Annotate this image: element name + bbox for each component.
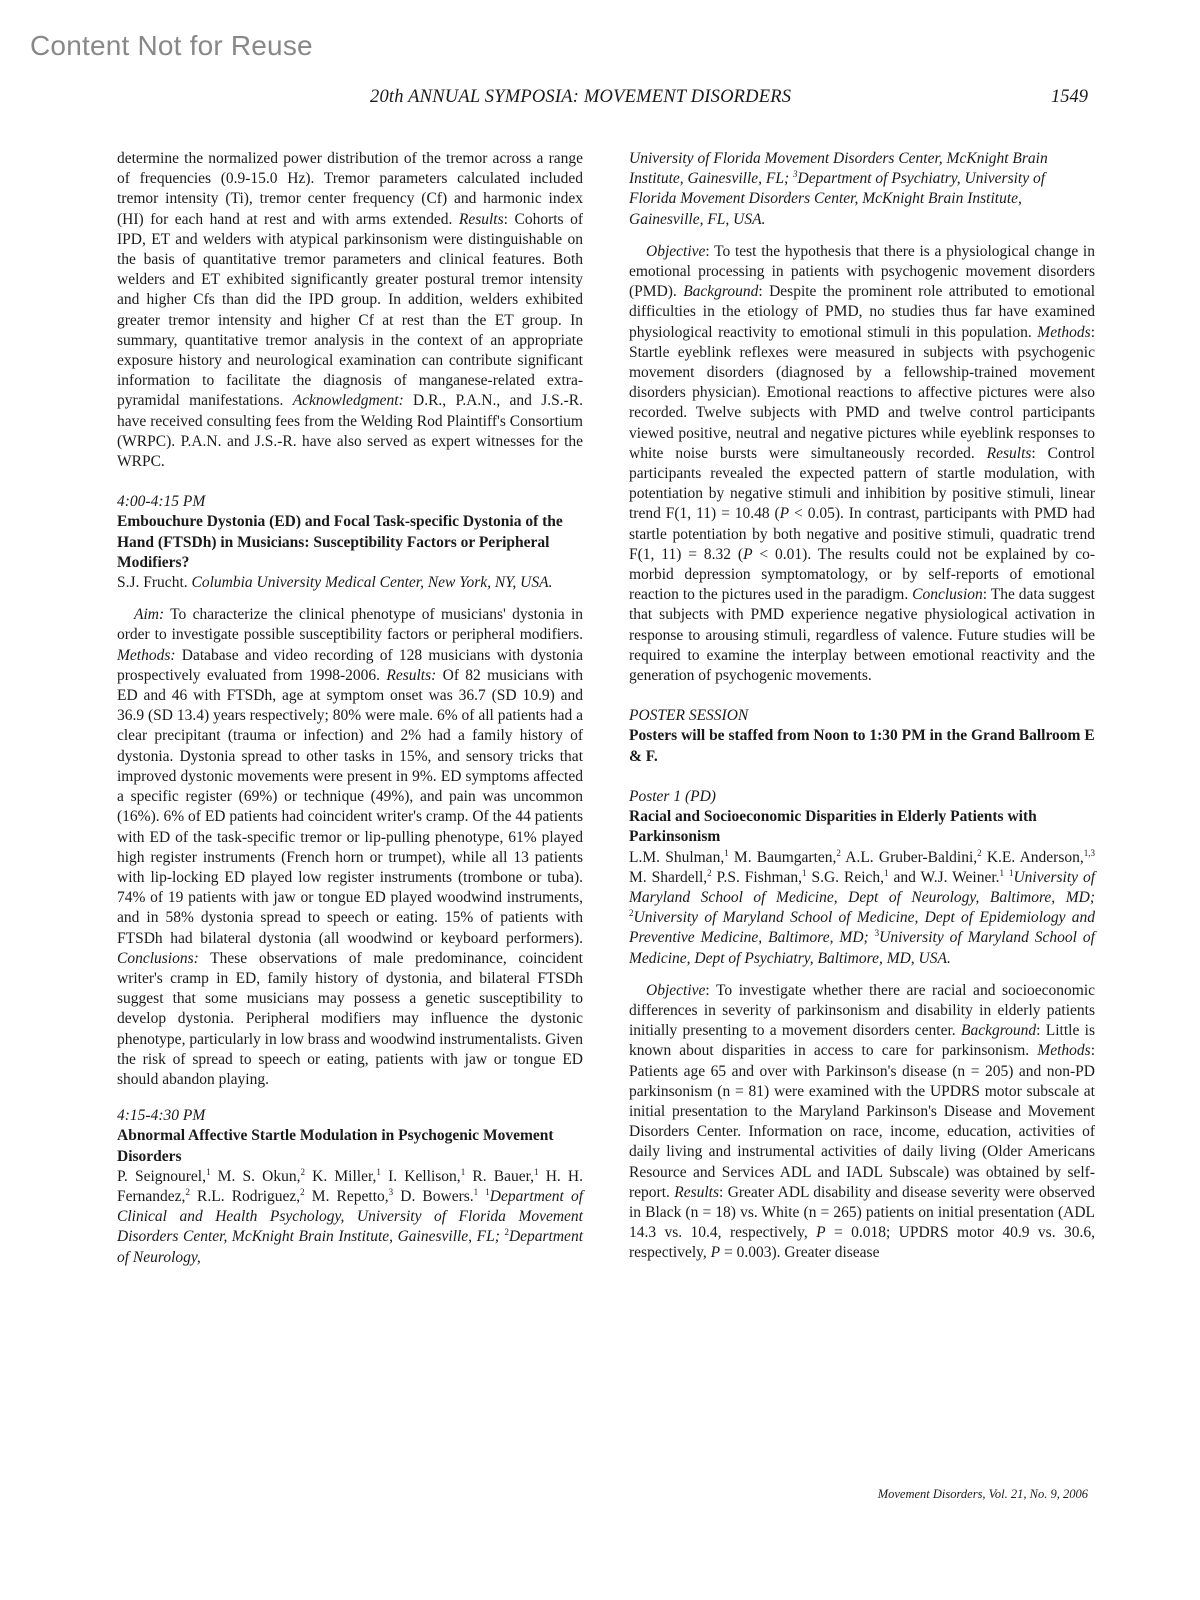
abstract-time: 4:00-4:15 PM [117,493,206,511]
poster-session-title: Posters will be staffed from Noon to 1:30 PM in the Grand Ballroom E & F. [629,727,1095,765]
abstract-body: Objective: To investigate whether there are racial and socioeconomic differences in severity of parkinsonism and disability in elderly patients initially presenting to a movement disorders center. Background: Little is known about disparities in access to care for parkinsonism. Methods: Patients age 65 and over with Parkinson's disease (n = 205) and non-PD parkinsonism (n = 81) were examined with the UPDRS motor subscale at initial presentation to the Maryland Parkinson's Disease and Movement Disorders Center. Information on race, income, education, activities of daily living and instrumental activities of daily living (Older Americans Resource and Services ADL and IADL Subscale) was obtained by self-report. Results: Greater ADL disability and disease severity were observed in Black (n = 18) vs. White (n = 265) patients on initial presentation (ADL 14.3 vs. 10.4, respectively, P = 0.018; UPDRS motor 40.9 vs. 30.6, respectively, P = 0.003). Greater disease [629,981,1095,1262]
journal-footer: Movement Disorders, Vol. 21, No. 9, 2006 [877,1487,1088,1501]
abstract-authors: S.J. Frucht. Columbia University Medical Center, New York, NY, USA. [117,574,553,592]
watermark: Content Not for Reuse [30,30,313,61]
abstract-title: Racial and Socioeconomic Disparities in Elderly Patients with Parkinsonism [629,808,1037,846]
abstract-time: 4:15-4:30 PM [117,1107,206,1125]
poster-session-label: POSTER SESSION [629,707,749,725]
right-column [629,149,1095,1264]
page-number: 1549 [1051,87,1088,107]
abstract-body: Aim: To characterize the clinical phenotype of musicians' dystonia in order to investigate possible susceptibility factors or peripheral modifiers. Methods: Database and video recording of 128 musicians with dystonia prospectively evaluated from 1998-2006. Results: Of 82 musicians with ED and 46 with FTSDh, age at symptom onset was 36.7 (SD 10.9) and 36.9 (SD 13.4) years respectively; 80% were male. 6% of all patients had a clear precipitant (trauma or infection) and 2% had a family history of dystonia. Dystonia spread to other tasks in 15%, and sensory tricks that improved dystonic movements were present in 9%. ED symptoms affected a specific register (69%) or technique (49%), and pain was uncommon (16%). 6% of ED patients had coincident writer's cramp. Of the 44 patients with ED of the task-specific tremor or lip-pulling phenotype, 61% played high register instruments (French horn or trumpet), while all 13 patients with lip-locking ED played low register instruments (trombone or tuba). 74% of 19 patients with jaw or tongue ED played woodwind instruments, and in 58% dystonia spread to speech or eating. 15% of patients with FTSDh had bilateral dystonia (all woodwind or keyboard performers). Conclusions: These observations of male predominance, coincident writer's cramp in ED, family history of dystonia, and bilateral FTSDh suggest that some musicians may possess a genetic susceptibility to develop dystonia. Peripheral modifiers may influence the dystonic phenotype, particularly in low brass and woodwind instrumentalists. Given the risk of spread to speech or eating, patients with jaw or tongue ED should abandon playing. [117,606,583,1088]
affiliation-continuation: University of Florida Movement Disorders Center, McKnight Brain Institute, Gainesville, FL; $^3$Department of Psychiatry, University of Florida Movement Disorders Center, McKnight Brain Institute, Gainesville, FL, USA. [629,150,1048,228]
abstract-authors: L.M. Shulman,$^1$ M. Baumgarten,$^2$ A.L. Gruber-Baldini,$^2$ K.E. Anderson,$^{1,3}$ M. Shardell,$^2$ P.S. Fishman,$^1$ S.G. Reich,$^1$ and W.J. Weiner.$^1$ $^1$University of Maryland School of Medicine, Dept of Neurology, Baltimore, MD; $^2$University of Maryland School of Medicine, Dept of Epidemiology and Preventive Medicine, Baltimore, MD; $^3$University of Maryland School of Medicine, Dept of Psychiatry, Baltimore, MD, USA. [629,847,1096,967]
abstract-title: Abnormal Affective Startle Modulation in Psychogenic Movement Disorders [117,1127,554,1165]
abstract-body: Objective: To test the hypothesis that there is a physiological change in emotional processing in patients with psychogenic movement disorders (PMD). Background: Despite the prominent role attributed to emotional difficulties in the etiology of PMD, no studies thus far have examined physiological reactivity to emotional stimuli in this population. Methods: Startle eyeblink reflexes were measured in subjects with psychogenic movement disorders (diagnosed by a fellowship-trained movement disorders physician). Emotional reactions to affective pictures were also recorded. Twelve subjects with PMD and twelve control participants viewed positive, neutral and negative pictures while eyeblink responses to white noise bursts were simultaneously recorded. Results: Control participants revealed the expected pattern of startle modulation, with potentiation by negative stimuli and inhibition by positive stimuli, linear trend F(1, 11) = 10.48 (P < 0.05). In contrast, participants with PMD had startle potentiation by both negative and positive stimuli, quadratic trend F(1, 11) = 8.32 (P < 0.01). The results could not be explained by co-morbid depression symptomatology, or by self-reports of emotional reaction to the pictures used in the paradigm. Conclusion: The data suggest that subjects with PMD experience negative physiological activation in response to arousing stimuli, regardless of valence. Future studies will be required to examine the interplay between emotional reactivity and the generation of psychogenic movements. [629,242,1096,685]
poster-label: Poster 1 (PD) [629,787,716,805]
left-column [117,149,583,1268]
running-head: 20th ANNUAL SYMPOSIA: MOVEMENT DISORDERS [370,87,792,107]
previous-abstract-continuation: determine the normalized power distribution of the tremor across a range of frequencies (0.9-15.0 Hz). Tremor parameters calculated included tremor intensity (Ti), tremor center frequency (Cf) and harmonic index (HI) for each hand at rest and with arms extended. Results: Cohorts of IPD, ET and welders with atypical parkinsonism were distinguishable on the basis of quantitative tremor parameters and clinical features. Both welders and ET exhibited significantly greater postural tremor intensity and higher Cfs than did the IPD group. In addition, welders exhibited greater tremor intensity and higher Cf at rest than the ET group. In summary, quantitative tremor analysis in the context of an appropriate exposure history and neurological examination can contribute significant information to facilitate the diagnosis of manganese-related extra-pyramidal manifestations. Acknowledgment: D.R., P.A.N., and J.S.-R. have received consulting fees from the Welding Rod Plaintiff's Consortium (WRPC). P.A.N. and J.S.-R. have also served as expert witnesses for the WRPC. [117,150,583,471]
abstract-title: Embouchure Dystonia (ED) and Focal Task-specific Dystonia of the Hand (FTSDh) in Musicians: Susceptibility Factors or Peripheral Modifiers? [117,513,563,571]
abstract-authors: P. Seignourel,$^1$ M. S. Okun,$^2$ K. Miller,$^1$ I. Kellison,$^1$ R. Bauer,$^1$ H. H. Fernandez,$^2$ R.L. Rodriguez,$^2$ M. Repetto,$^3$ D. Bowers.$^1$ $^1$Department of Clinical and Health Psychology, University of Florida Movement Disorders Center, McKnight Brain Institute, Gainesville, FL; $^2$Department of Neurology, [117,1166,584,1266]
